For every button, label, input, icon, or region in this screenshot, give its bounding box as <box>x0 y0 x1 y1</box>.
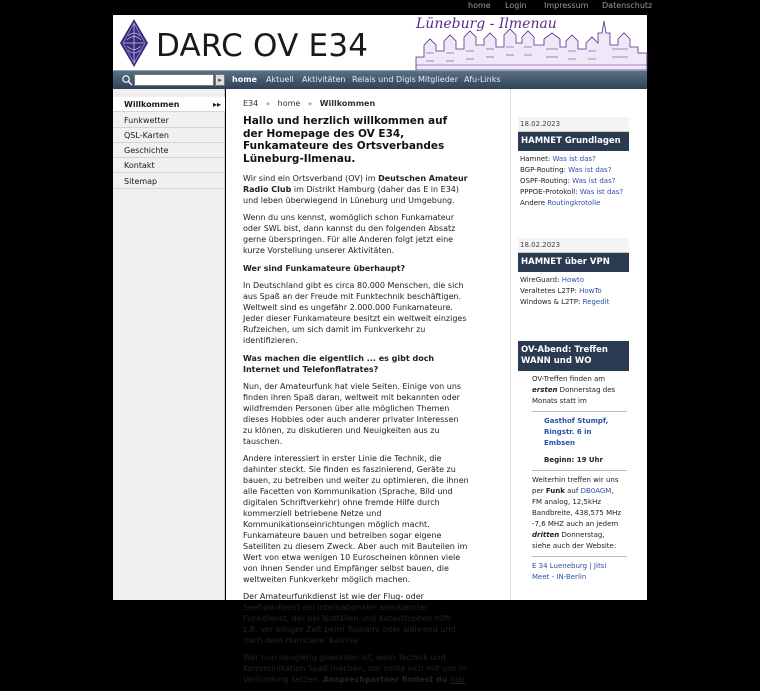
main-content <box>226 89 510 684</box>
darc-link[interactable]: Deutschen Amateur Radio Club <box>243 174 468 194</box>
top-link-login[interactable]: Login <box>505 1 527 10</box>
list-item <box>520 154 627 165</box>
top-link-impressum[interactable]: Impressum <box>544 1 589 10</box>
jitsi-link[interactable]: E 34 Lueneburg | Jitsi <box>532 562 607 570</box>
box-body <box>518 151 629 212</box>
search-go-button[interactable]: ▸ <box>215 74 225 86</box>
db0agm-link[interactable]: DB0AGM <box>580 487 612 495</box>
text-line: Bandbreite, 438,575 MHz <box>532 509 622 517</box>
darc-logo-icon[interactable] <box>119 18 149 68</box>
box-title: HAMNET über VPN <box>518 253 629 272</box>
list-item <box>520 165 627 176</box>
intro-text: im Distrikt Hamburg (daher das E in E34) und leben überwiegend in Lüneburg und Umgebung. <box>243 185 459 205</box>
top-link-home[interactable]: home <box>468 1 491 10</box>
double-arrow-icon: ▸▸ <box>212 100 221 109</box>
list-item <box>520 187 627 198</box>
section-heading: Was machen die eigentlich ... es gibt doch Internet und Telefonflatrates? <box>243 354 435 374</box>
list-item <box>520 176 627 187</box>
address-line[interactable]: Ringstr. 6 in <box>544 428 592 436</box>
jitsi-link[interactable]: Meet - IN-Berlin <box>532 573 587 581</box>
text-line: OV-Treffen finden am <box>532 375 606 383</box>
row-key: Veraltetes L2TP: <box>520 287 580 295</box>
text-line: FM analog, 12,5kHz <box>532 498 602 506</box>
paragraph-text: Wer nun neugierig geworden ist, wem Technik und Kommunikation Spaß machen, der sollte sich mit uns in Verbindung setzen. <box>243 653 467 684</box>
address-line[interactable]: Embsen <box>544 439 575 447</box>
sidebar-item-qsl-karten[interactable]: QSL-Karten <box>113 128 225 143</box>
emphasis: dritten <box>532 531 560 539</box>
search-input[interactable] <box>134 74 214 86</box>
sidebar-item-kontakt[interactable]: Kontakt <box>113 158 225 173</box>
contact-text: Ansprechpartner findest du <box>322 675 451 684</box>
row-key: OSPF-Routing: <box>520 177 573 185</box>
search-icon <box>121 74 133 86</box>
text-line: siehe auch der Website: <box>532 542 617 550</box>
row-link[interactable]: Was ist das? <box>568 166 612 174</box>
box-body <box>518 371 629 586</box>
breadcrumb-e34[interactable]: E34 <box>243 99 259 108</box>
top-links-bar <box>0 0 760 14</box>
divider <box>532 411 627 412</box>
divider <box>532 556 627 557</box>
nav-aktuell[interactable]: Aktuell <box>266 75 294 84</box>
breadcrumb <box>243 99 375 108</box>
row-link[interactable]: Howto <box>561 276 584 284</box>
row-link[interactable]: Regedit <box>582 298 610 306</box>
sidebar-item-willkommen[interactable] <box>113 97 225 112</box>
nav-aktivitaeten[interactable]: Aktivitäten <box>302 75 346 84</box>
page-title: Hallo und herzlich willkommen auf der Homepage des OV E34, Funkamateure des Ortsverbandes Lüneburg-Ilmenau. <box>243 115 448 165</box>
text-line <box>532 530 627 541</box>
row-link[interactable]: Was ist das? <box>579 188 624 196</box>
text: per <box>532 487 546 495</box>
address-line[interactable]: Gasthof Stumpf, <box>544 417 609 425</box>
paragraph: Wenn du uns kennst, womöglich schon Funkamateur oder SWL bist, dann kannst du den folgenden Absatz gerne überspringen. Für alle Anderen folgt jetzt eine kurze Vorstellung unserer Aktivitäten. <box>243 213 456 255</box>
paragraph: In Deutschland gibt es circa 80.000 Menschen, die sich aus Spaß an der Freude mit Funktechnik beschäftigen. Weltweit sind es ungefähr 2.000.000 Funkamateure. Jeder dieser Funkamateure besitzt ein weltweit einziges Rufzeichen, um sich damit im Funkverkehr zu identifizieren. <box>243 281 467 345</box>
box-title: OV-Abend: Treffen WANN und WO <box>518 341 629 371</box>
row-link[interactable]: HowTo <box>579 287 602 295</box>
paragraph <box>243 652 469 685</box>
text-line: -7,6 MHZ auch an jedem <box>532 520 619 528</box>
text-line <box>532 486 627 497</box>
text: Donnerstag des <box>557 386 616 394</box>
row-link[interactable]: Routingkrotolle <box>547 199 601 207</box>
breadcrumb-sep: » <box>265 100 271 108</box>
text-line: Monats statt im <box>532 397 587 405</box>
box-title: HAMNET Grundlagen <box>518 132 629 151</box>
news-date: 18.02.2023 <box>518 117 629 132</box>
nav-mitglieder[interactable]: Mitglieder <box>418 75 458 84</box>
list-item <box>520 198 627 209</box>
hamnet-grundlagen-box <box>518 117 629 212</box>
nav-home[interactable]: home <box>232 75 257 84</box>
paragraph: Andere interessiert in erster Linie die Technik, die dahinter steckt. Sie finden es faszinierend, Geräte zu bauen, zu betreiben und weiter zu optimieren, die ihnen alle Facetten von Kommunikation (Sprache, Bild und digitalen Schriftverkehr) ohne fremde Hilfe durch kommerziell betriebene Netze und Kommunikationseinrichtungen möglich macht. Funkamateure bauen und betreiben sogar eigene Satelliten zu diesem Zweck. Aber auch mit Bauteilen im Wert von etwa wenigen 10 Euroscheinen können viele von ihnen Sender und Empfänger selbst bauen, die weltweiten Funkverkehr möglich machen. <box>243 454 469 584</box>
text: , <box>611 487 614 495</box>
nav-relais[interactable]: Relais und Digis <box>352 75 416 84</box>
beginn-time: Beginn: 19 Uhr <box>544 456 603 464</box>
section-heading: Wer sind Funkamateure überhaupt? <box>243 264 406 273</box>
row-link[interactable]: Was ist das? <box>552 155 596 163</box>
nav-afu-links[interactable]: Afu-Links <box>464 75 501 84</box>
row-key: Windows & L2TP: <box>520 298 583 306</box>
breadcrumb-sep: » <box>307 100 313 108</box>
site-title: DARC OV E34 <box>156 28 369 64</box>
text-line: Weiterhin treffen wir uns <box>532 476 619 484</box>
sidebar-item-label: Willkommen <box>124 100 180 109</box>
text: Donnerstag, <box>559 531 605 539</box>
hamnet-vpn-box <box>518 238 629 311</box>
divider <box>532 470 627 471</box>
list-item <box>520 297 627 308</box>
row-key: Andere <box>520 199 548 207</box>
emphasis: ersten <box>532 386 558 394</box>
sidebar-item-funkwetter[interactable]: Funkwetter <box>113 113 225 128</box>
sidebar-item-geschichte[interactable]: Geschichte <box>113 143 225 158</box>
intro-text: Wir sind ein Ortsverband (OV) im <box>243 174 379 183</box>
town-title: Lüneburg - Ilmenau <box>416 16 557 32</box>
paragraph: Der Amateurfunkdienst ist wie der Flug- oder Seefunkdienst ein internationaler anerkannter Funkdienst, der bei Notfällen und Katastrophen hilft: z.B. vor einiger Zeit beim Tsunami oder während und nach dem Hurricane 'Katrina'. <box>243 592 456 645</box>
breadcrumb-home[interactable]: home <box>277 99 301 108</box>
site-header <box>113 15 647 70</box>
row-key: Hamnet: <box>520 155 553 163</box>
intro-paragraph <box>243 173 469 206</box>
box-body <box>518 272 629 311</box>
main-nav <box>113 70 647 89</box>
paragraph: Nun, der Amateurfunk hat viele Seiten. Einige von uns finden ihren Spaß daran, weltweit mit bekannten oder wildfremden Personen über alle möglichen Themen dieses Hobbies oder auch anderer privater Interessen zu klönen, zu diskutieren und Neuigkeiten aus zu tauschen. <box>243 382 462 446</box>
list-item <box>520 275 627 286</box>
right-column <box>510 89 647 600</box>
news-date: 18.02.2023 <box>518 238 629 253</box>
ov-abend-box <box>518 341 629 586</box>
search-box <box>121 74 229 86</box>
text-line <box>532 385 627 396</box>
emphasis: Funk <box>545 487 565 495</box>
breadcrumb-current: Willkommen <box>319 99 376 108</box>
top-link-datenschutz[interactable]: Datenschutz <box>602 1 653 10</box>
sidebar-item-sitemap[interactable]: Sitemap <box>113 174 225 189</box>
row-key: WireGuard: <box>520 276 562 284</box>
text: auf <box>564 487 581 495</box>
list-item <box>520 286 627 297</box>
row-key: PPPOE-Protokoll: <box>520 188 580 196</box>
row-link[interactable]: Was ist das? <box>572 177 616 185</box>
article <box>243 115 469 691</box>
sidebar <box>113 89 225 600</box>
row-key: BGP-Routing: <box>520 166 569 174</box>
contact-link[interactable]: hier <box>450 675 466 684</box>
